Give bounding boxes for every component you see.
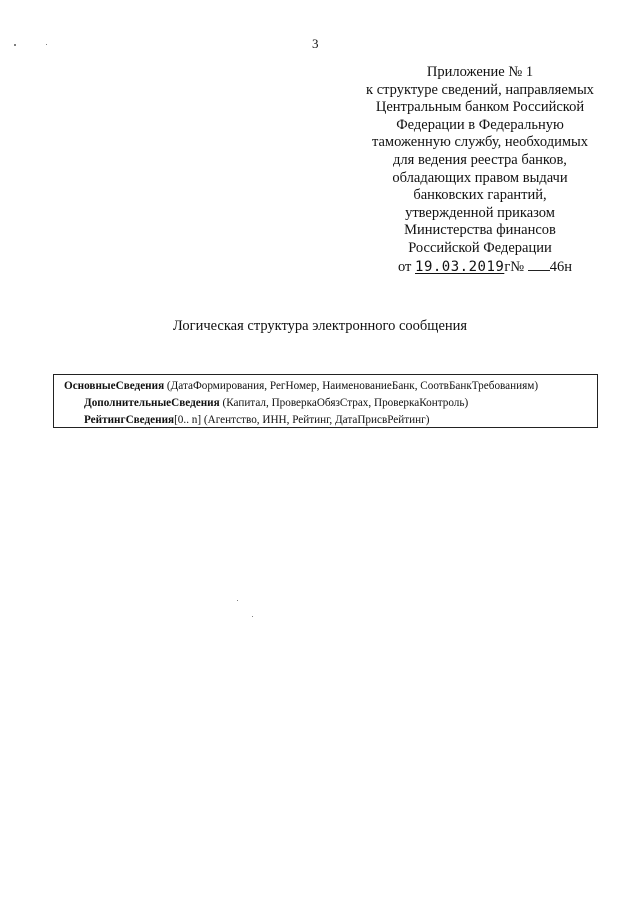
order-date: 19.03.2019	[415, 258, 505, 275]
scan-speck	[252, 616, 253, 617]
structure-element-name: ДополнительныеСведения	[84, 397, 220, 409]
appendix-header	[330, 64, 630, 276]
structure-line	[64, 412, 597, 429]
structure-element-name: РейтингСведения	[84, 414, 175, 426]
appendix-line: Центральным банком Российской	[375, 99, 585, 116]
number-sign: №	[510, 258, 525, 275]
appendix-line: для ведения реестра банков,	[393, 151, 567, 168]
structure-box	[53, 374, 598, 428]
structure-cardinality: [0.. n]	[174, 414, 202, 426]
section-title: Логическая структура электронного сообщения	[172, 318, 468, 334]
structure-fields: (Агентство, ИНН, Рейтинг, ДатаПрисвРейтинг)	[203, 414, 430, 426]
structure-element-name: ОсновныеСведения	[64, 380, 165, 392]
scan-speck	[14, 44, 16, 46]
scan-speck	[237, 600, 238, 601]
structure-fields: (Капитал, ПроверкаОбязСтрах, ПроверкаКонтроль)	[222, 397, 469, 409]
date-prefix: от	[397, 258, 412, 275]
structure-fields: (ДатаФормирования, РегНомер, НаименованиеБанк, СоотвБанкТребованиям)	[166, 380, 539, 392]
order-date-line	[340, 258, 630, 277]
appendix-line: Министерства финансов	[404, 222, 556, 239]
date-suffix: г	[504, 258, 511, 275]
appendix-line: Приложение № 1	[426, 64, 534, 80]
appendix-line: Федерации в Федеральную	[396, 116, 564, 133]
appendix-line: утвержденной приказом	[405, 204, 555, 221]
appendix-line: обладающих правом выдачи	[392, 169, 568, 186]
appendix-line: Российской Федерации	[408, 239, 552, 256]
structure-line	[64, 378, 597, 395]
appendix-line: таможенную службу, необходимых	[371, 134, 589, 151]
order-number: 46н	[549, 258, 572, 275]
number-blank-line	[528, 258, 550, 271]
scan-speck	[46, 44, 47, 45]
page-number: 3	[312, 36, 319, 51]
appendix-line: банковских гарантий,	[413, 187, 547, 204]
appendix-line: к структуре сведений, направляемых	[366, 81, 594, 98]
structure-line	[64, 395, 597, 412]
